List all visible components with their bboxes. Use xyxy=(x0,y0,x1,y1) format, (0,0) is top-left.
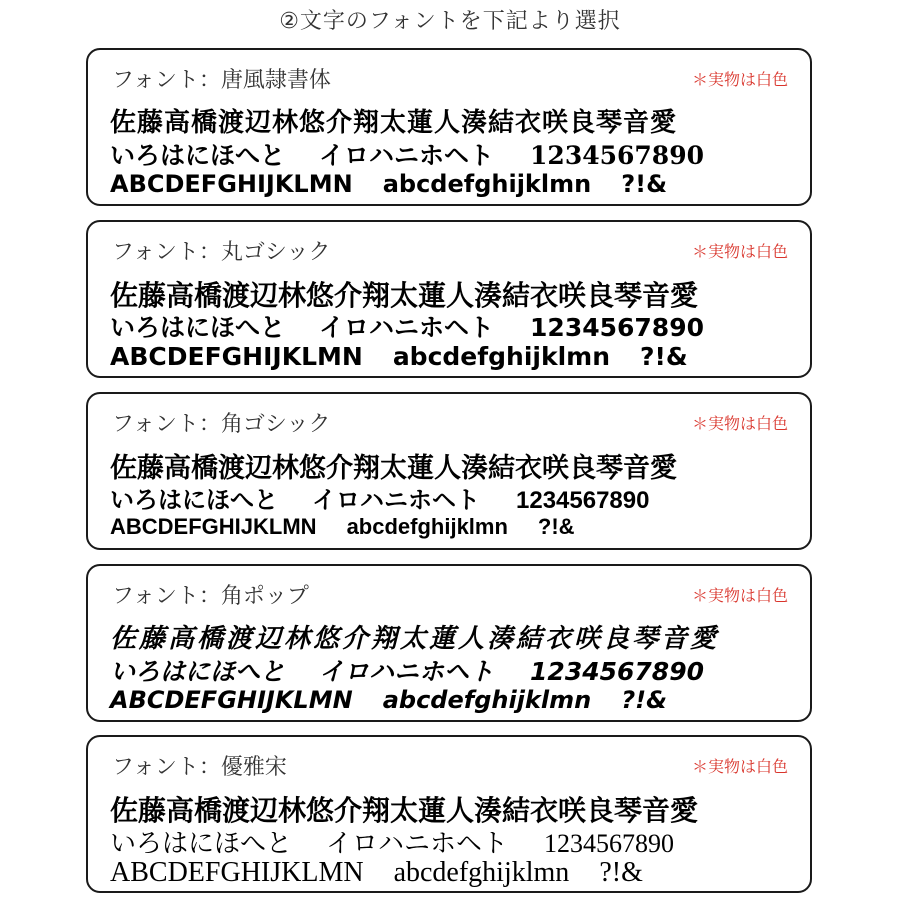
font-option-kaku-gothic[interactable] xyxy=(86,392,812,550)
digits-sample: 1234567890 xyxy=(530,657,704,686)
kanji-sample: 佐藤高橋渡辺林悠介翔太蓮人湊結衣咲良琴音愛 xyxy=(110,453,677,483)
latin-sample xyxy=(110,686,667,714)
white-color-note: ＊実物は白色 xyxy=(691,242,788,261)
font-option-reisho[interactable] xyxy=(86,48,812,206)
font-name-label: フォント：丸ゴシック xyxy=(112,240,331,265)
hiragana-sample: いろはにほへと xyxy=(110,141,286,170)
white-color-note: ＊実物は白色 xyxy=(691,70,788,89)
hiragana-sample: いろはにほへと xyxy=(110,657,286,686)
uppercase-sample: ABCDEFGHIJKLMN xyxy=(110,342,363,371)
uppercase-sample: ABCDEFGHIJKLMN xyxy=(110,170,353,198)
katakana-sample: イロハニホヘト xyxy=(319,141,495,170)
katakana-sample: イロハニホヘト xyxy=(312,487,480,514)
lowercase-sample: abcdefghijklmn xyxy=(382,686,592,714)
kana-digits-sample xyxy=(110,652,704,688)
white-color-note: ＊実物は白色 xyxy=(691,586,788,605)
uppercase-sample: ABCDEFGHIJKLMN xyxy=(110,686,353,714)
katakana-sample: イロハニホヘト xyxy=(319,313,495,342)
latin-sample xyxy=(110,170,667,198)
uppercase-sample: ABCDEFGHIJKLMN xyxy=(110,514,317,539)
symbols-sample: ?!& xyxy=(537,514,575,539)
digits-sample: 1234567890 xyxy=(516,487,650,514)
font-name-label: フォント：唐風隷書体 xyxy=(112,68,331,93)
kana-digits-sample xyxy=(110,308,704,344)
symbols-sample: ?!& xyxy=(621,170,667,198)
latin-sample xyxy=(110,342,688,371)
symbols-sample: ?!& xyxy=(640,342,688,371)
kanji-sample: 佐藤高橋渡辺林悠介翔太蓮人湊結衣咲良琴音愛 xyxy=(110,108,678,138)
font-option-kaku-pop[interactable] xyxy=(86,564,812,722)
katakana-sample: イロハニホヘト xyxy=(319,657,495,686)
white-color-note: ＊実物は白色 xyxy=(691,757,788,776)
lowercase-sample: abcdefghijklmn xyxy=(382,170,592,198)
hiragana-sample: いろはにほへと xyxy=(110,829,293,858)
kanji-sample: 佐藤高橋渡辺林悠介翔太蓮人湊結衣咲良琴音愛 xyxy=(110,796,699,827)
kanji-sample: 佐藤高橋渡辺林悠介翔太蓮人湊結衣咲良琴音愛 xyxy=(110,624,720,654)
font-option-maru-gothic[interactable] xyxy=(86,220,812,378)
hiragana-sample: いろはにほへと xyxy=(110,487,278,514)
kana-digits-sample xyxy=(110,480,649,515)
symbols-sample: ?!& xyxy=(621,686,667,714)
digits-sample: 1234567890 xyxy=(544,829,675,858)
white-color-note: ＊実物は白色 xyxy=(691,414,788,433)
uppercase-sample: ABCDEFGHIJKLMN xyxy=(110,857,364,888)
page-title: ②文字のフォントを下記より選択 xyxy=(279,9,621,34)
kana-digits-sample xyxy=(110,823,674,860)
kanji-sample: 佐藤高橋渡辺林悠介翔太蓮人湊結衣咲良琴音愛 xyxy=(110,279,699,312)
kana-digits-sample xyxy=(110,136,704,172)
digits-sample: 1234567890 xyxy=(530,313,704,342)
font-option-yuga-song[interactable] xyxy=(86,735,812,893)
lowercase-sample: abcdefghijklmn xyxy=(346,514,508,539)
lowercase-sample: abcdefghijklmn xyxy=(393,857,570,888)
hiragana-sample: いろはにほへと xyxy=(110,313,286,342)
latin-sample xyxy=(110,857,643,889)
font-name-label: フォント：角ポップ xyxy=(112,584,309,609)
lowercase-sample: abcdefghijklmn xyxy=(392,342,610,371)
latin-sample xyxy=(110,514,575,540)
digits-sample: 1234567890 xyxy=(530,141,704,170)
font-name-label: フォント：優雅宋 xyxy=(112,755,287,780)
symbols-sample: ?!& xyxy=(599,857,643,888)
katakana-sample: イロハニホヘト xyxy=(326,829,509,858)
font-name-label: フォント：角ゴシック xyxy=(112,412,331,437)
